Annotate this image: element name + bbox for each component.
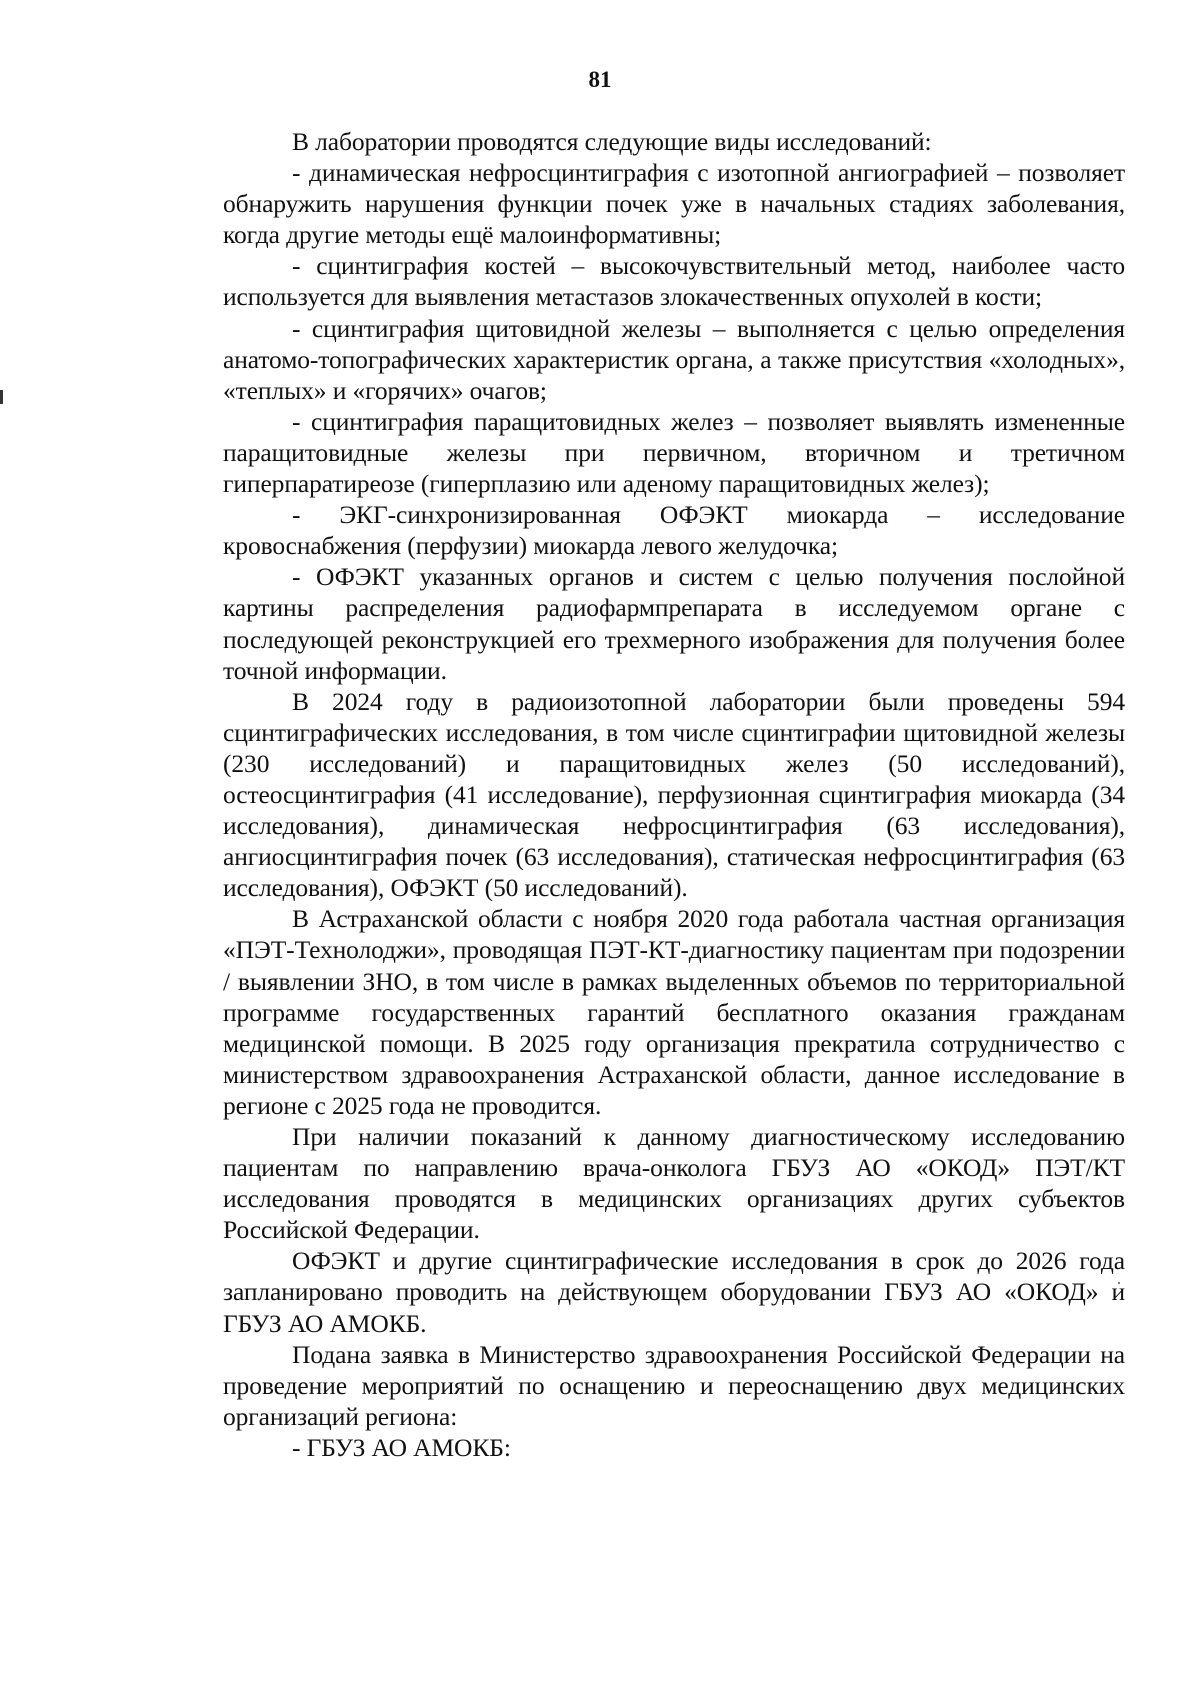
paragraph-2024-statistics: В 2024 году в радиоизотопной лаборатории были проведены 594 сцинтиграфических исследования, в том числе сцинтиграфии щитовидной железы (230 исследований) и паращитовидных желез (50 исследований), остеосцинтиграфия (41 исследование), перфузионная сцинтиграфия миокарда (34 исследования), динамическая нефросцинтиграфия (63 исследования), ангиосцинтиграфия почек (63 исследования), статическая нефросцинтиграфия (63 исследования), ОФЭКТ (50 исследований).	[223, 686, 1125, 903]
paragraph-ministry-application: Подана заявка в Министерство здравоохранения Российской Федерации на проведение мероприятий по оснащению и переоснащению двух медицинских организаций региона:	[223, 1339, 1125, 1431]
list-item-nephroscintigraphy: - динамическая нефросцинтиграфия с изотопной ангиографией – позволяет обнаружить нарушения функции почек уже в начальных стадиях заболевания, когда другие методы ещё малоинформативны;	[223, 158, 1125, 250]
list-item-amokb: - ГБУЗ АО АМОКБ:	[292, 1432, 511, 1462]
paragraph-lab-intro: В лаборатории проводятся следующие виды исследований:	[292, 127, 932, 156]
paragraph-spect-plan: ОФЭКТ и другие сцинтиграфические исследования в срок до 2026 года запланировано проводить на действующем оборудовании ГБУЗ АО «ОКОД» и ГБУЗ АО АМОКБ.	[223, 1246, 1125, 1338]
page-number: 81	[588, 67, 612, 92]
list-item-spect: - ОФЭКТ указанных органов и систем с целью получения послойной картины распределения радиофармпрепарата в исследуемом органе с последующей реконструкцией его трехмерного изображения для получения более точной информации.	[223, 562, 1125, 685]
document-body	[223, 126, 1125, 1463]
list-item-ecg-spect: - ЭКГ-синхронизированная ОФЭКТ миокарда – исследование кровоснабжения (перфузии) миокарда левого желудочка;	[223, 500, 1125, 561]
list-item-thyroid-scintigraphy: - сцинтиграфия щитовидной железы – выполняется с целью определения анатомо-топографических характеристик органа, а также присутствия «холодных», «теплых» и «горячих» очагов;	[223, 313, 1125, 405]
margin-scan-mark	[0, 390, 3, 404]
list-item-parathyroid-scintigraphy: - сцинтиграфия паращитовидных желез – позволяет выявлять измененные паращитовидные железы при первичном, вторичном и третичном гиперпаратиреозе (гиперплазию или аденому паращитовидных желез);	[223, 406, 1125, 499]
paragraph-pet-referral: При наличии показаний к данному диагностическому исследованию пациентам по направлению врача-онколога ГБУЗ АО «ОКОД» ПЭТ/КТ исследования проводятся в медицинских организациях других субъектов Российской Федерации.	[223, 1122, 1125, 1245]
paragraph-pet-technology: В Астраханской области с ноября 2020 года работала частная организация «ПЭТ-Технолоджи», проводящая ПЭТ-КТ-диагностику пациентам при подозрении / выявлении ЗНО, в том числе в рамках выделенных объемов по территориальной программе государственных гарантий бесплатного оказания гражданам медицинской помощи. В 2025 году организация прекратила сотрудничество с министерством здравоохранения Астраханской области, данное исследование в регионе с 2025 года не проводится.	[223, 904, 1125, 1120]
list-item-bone-scintigraphy: - сцинтиграфия костей – высокочувствительный метод, наиболее часто используется для выявления метастазов злокачественных опухолей в кости;	[223, 251, 1125, 312]
